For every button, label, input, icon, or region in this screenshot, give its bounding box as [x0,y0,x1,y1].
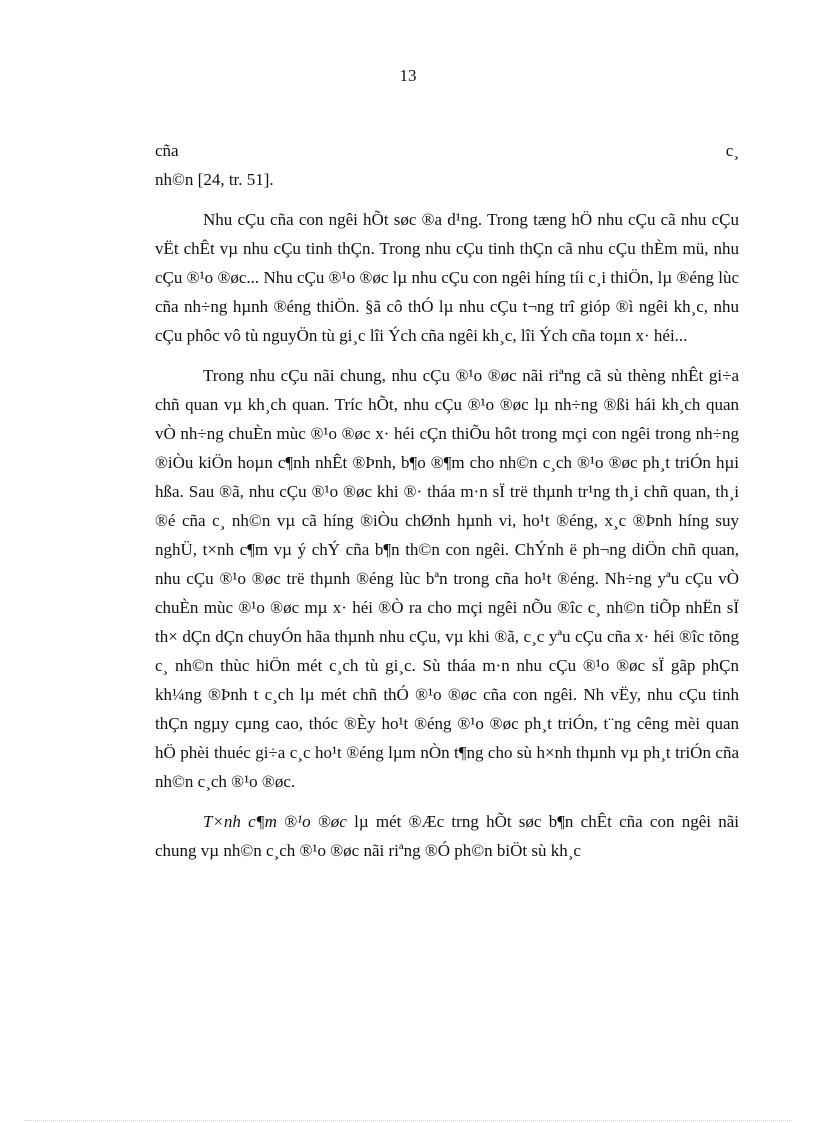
document-body [155,136,739,876]
citation-line: nh©n [24, tr. 51]. [155,170,274,189]
paragraph-moral-feelings [155,807,739,865]
paragraph-needs: Nhu cÇu cña con ngêi hÕt søc ®a d¹ng. Trong tæng hÖ nhu cÇu cã nhu cÇu vËt chÊt vµ nhu cÇu tinh thÇn. Trong nhu cÇu tinh thÇn cã nhu cÇu thÈm mü, nhu cÇu ®¹o ®øc... Nhu cÇu ®¹o ®øc lµ nhu cÇu con ngêi híng tíi c¸i thiÖn, lµ ®éng lùc cña nh÷ng hµnh ®éng thiÖn. §ã cô thÓ lµ nhu cÇu t¬ng trî gióp ®ì ngêi kh¸c, nhu cÇu phôc vô tù nguyÖn tù gi¸c lîi Ých cña ngêi kh¸c, lîi Ých cña toµn x· héi... [155,210,739,345]
emphasized-term: T×nh c¶m ®¹o ®øc [203,812,347,831]
page-number: 13 [399,66,417,85]
first-line-right-word: c¸ [725,141,739,160]
split-first-line [155,136,739,165]
page-bottom-divider [24,1120,792,1121]
paragraph-continuation [155,136,739,194]
paragraph-moral-needs: Trong nhu cÇu nãi chung, nhu cÇu ®¹o ®øc nãi riªng cã sù thèng nhÊt gi÷a chñ quan vµ kh¸ch quan. Tríc hÕt, nhu cÇu ®¹o ®øc lµ nh÷ng ®ßi hái kh¸ch quan vÒ nh÷ng chuÈn mùc ®¹o ®øc x· héi cÇn thiÕu hôt trong mçi con ngêi trong nh÷ng ®iÒu kiÖn hoµn c¶nh nhÊt ®Þnh, b¶o ®¶m cho nh©n c¸ch ®¹o ®øc ph¸t triÓn hµi hßa. Sau ®ã, nhu cÇu ®¹o ®øc khi ®· tháa m·n sÏ trë thµnh tr¹ng th¸i chñ quan, th¸i ®é cña c¸ nh©n vµ cã híng ®iÒu chØnh hµnh vi, ho¹t ®éng, x¸c ®Þnh híng suy nghÜ, t×nh c¶m vµ ý chÝ cña b¶n th©n con ngêi. ChÝnh ë ph¬ng diÖn chñ quan, nhu cÇu ®¹o ®øc trë thµnh ®éng lùc bªn trong cña ho¹t ®éng. Nh÷ng yªu cÇu vÒ chuÈn mùc ®¹o ®øc mµ x· héi ®Ò ra cho mçi ngêi nÕu ®îc c¸ nh©n tiÕp nhËn sÏ th× dÇn dÇn chuyÓn hãa thµnh nhu cÇu, vµ khi ®ã, c¸c yªu cÇu cña x· héi ®îc tõng c¸ nh©n thùc hiÖn mét c¸ch tù gi¸c. Sù tháa m·n nhu cÇu ®¹o ®øc sÏ gãp phÇn kh¼ng ®Þnh t c¸ch lµ mét chñ thÓ ®¹o ®øc cña con ngêi. Nh vËy, nhu cÇu tinh thÇn ngµy cµng cao, thóc ®Èy ho¹t ®éng ®¹o ®øc ph¸t triÓn, t¨ng cêng mèi quan hÖ phèi thuéc gi÷a c¸c ho¹t ®éng lµm nÒn t¶ng cho sù h×nh thµnh vµ ph¸t triÓn cña nh©n c¸ch ®¹o ®øc. [155,366,739,791]
paragraph-text: lµ mét ®Æc trng hÕt søc b¶n chÊt cña con ngêi nãi chung vµ nh©n c¸ch ®¹o ®øc nãi riªng ®Ó ph©n biÖt sù kh¸c [155,812,739,860]
first-line-left-word: cña [155,141,179,160]
